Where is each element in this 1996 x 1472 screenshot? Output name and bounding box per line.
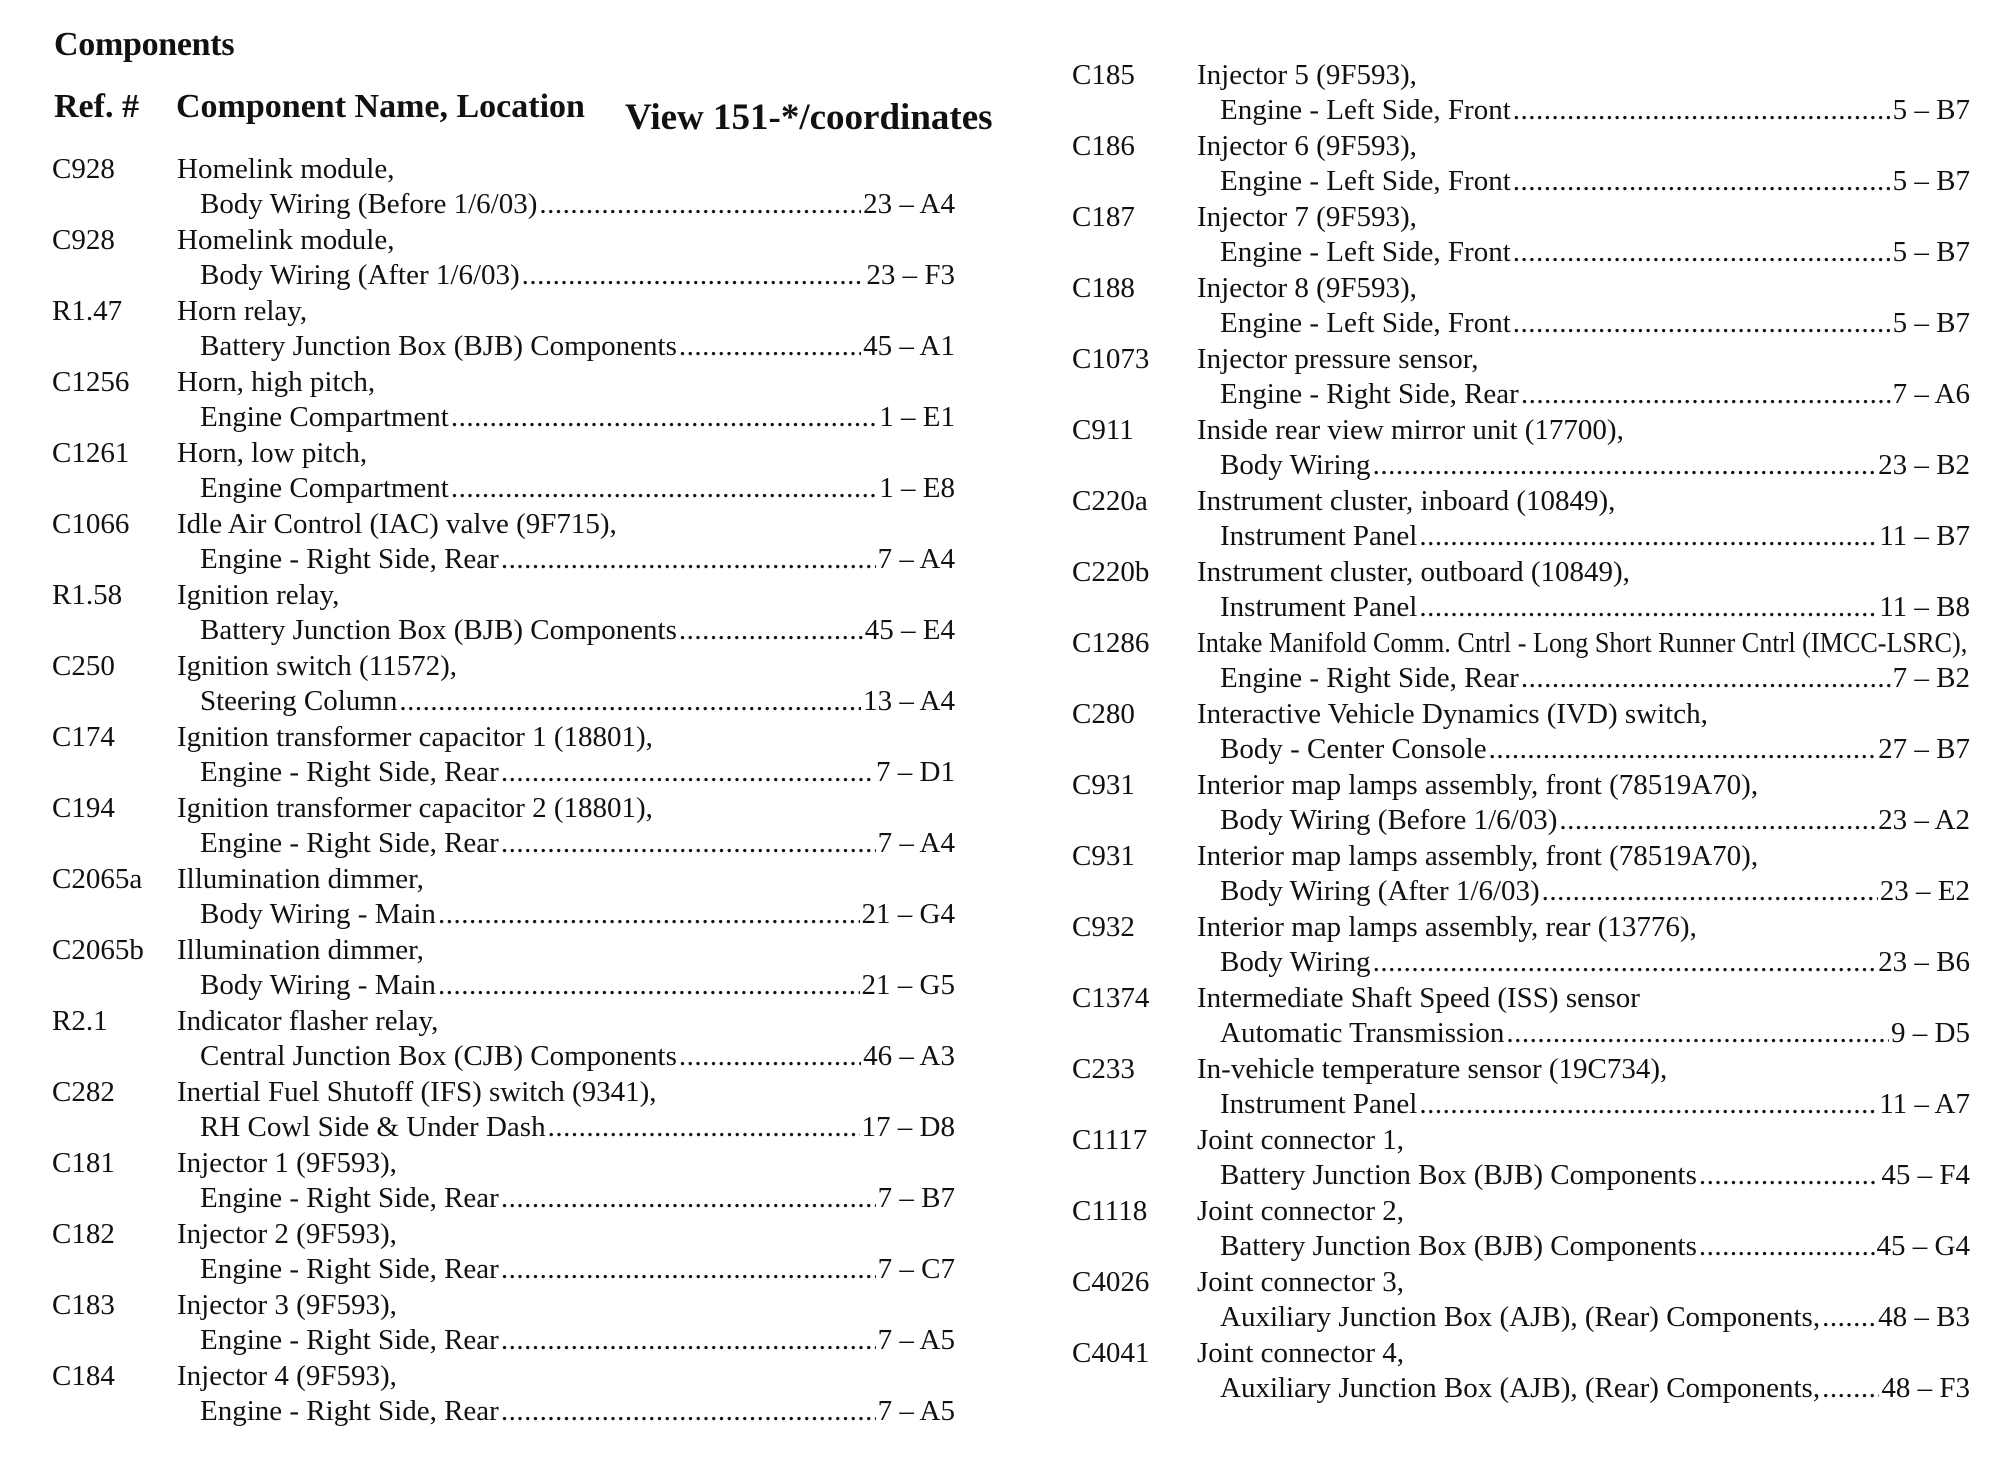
component-location: Engine - Left Side, Front — [1220, 94, 1511, 126]
component-name: Homelink module, — [177, 224, 395, 256]
component-ref: C233 — [1072, 1053, 1135, 1085]
view-coordinate: 45 – A1 — [863, 330, 955, 362]
component-ref: C2065b — [52, 934, 144, 966]
component-ref: C186 — [1072, 130, 1135, 162]
location-line — [1220, 235, 1970, 270]
component-name: Injector 4 (9F593), — [177, 1360, 397, 1392]
component-name: Injector pressure sensor, — [1197, 343, 1479, 375]
location-line — [1220, 164, 1970, 199]
location-line — [1220, 93, 1970, 128]
component-location: Engine - Right Side, Rear — [1220, 662, 1519, 694]
component-location: Body Wiring (After 1/6/03) — [1220, 875, 1540, 907]
dot-leader — [501, 1252, 876, 1287]
view-coordinate: 23 – F3 — [866, 259, 955, 291]
view-coordinate: 7 – D1 — [876, 756, 955, 788]
component-entry — [1060, 626, 1970, 697]
component-name: Ignition switch (11572), — [177, 650, 458, 682]
component-entry — [40, 1359, 955, 1430]
location-line — [200, 897, 955, 932]
dot-leader — [1699, 1229, 1875, 1264]
view-coordinate: 48 – F3 — [1881, 1372, 1970, 1404]
component-ref: C181 — [52, 1147, 115, 1179]
location-line — [1220, 874, 1970, 909]
view-coordinate: 7 – A5 — [877, 1324, 955, 1356]
location-line — [200, 613, 955, 648]
component-entry — [40, 294, 955, 365]
component-ref: C174 — [52, 721, 115, 753]
component-location: Auxiliary Junction Box (AJB), (Rear) Components, — [1220, 1372, 1821, 1404]
view-coordinate: 13 – A4 — [863, 685, 955, 717]
component-name: Interactive Vehicle Dynamics (IVD) switch, — [1197, 698, 1708, 730]
component-location: Engine - Right Side, Rear — [200, 1395, 499, 1427]
component-location: Body Wiring - Main — [200, 969, 436, 1001]
view-coordinate: 7 – C7 — [877, 1253, 955, 1285]
component-ref: C1374 — [1072, 982, 1150, 1014]
view-coordinate: 27 – B7 — [1878, 733, 1970, 765]
component-entry — [1060, 910, 1970, 981]
component-name: Joint connector 3, — [1197, 1266, 1404, 1298]
component-name: Illumination dimmer, — [177, 863, 424, 895]
right-column — [1060, 58, 1970, 1407]
component-entry — [40, 578, 955, 649]
view-coordinate: 23 – A2 — [1878, 804, 1970, 836]
dot-leader — [522, 258, 865, 293]
component-ref: C932 — [1072, 911, 1135, 943]
component-ref: C194 — [52, 792, 115, 824]
location-line — [200, 542, 955, 577]
view-coordinate: 7 – A4 — [877, 543, 955, 575]
component-entry — [40, 152, 955, 223]
dot-leader — [548, 1110, 860, 1145]
component-name: Horn, low pitch, — [177, 437, 368, 469]
component-entry — [40, 1217, 955, 1288]
component-name: Inertial Fuel Shutoff (IFS) switch (9341), — [177, 1076, 657, 1108]
component-location: Engine - Right Side, Rear — [200, 827, 499, 859]
location-line — [200, 471, 955, 506]
dot-leader — [1513, 235, 1891, 270]
dot-leader — [501, 542, 876, 577]
component-ref: C1261 — [52, 437, 130, 469]
component-ref: C2065a — [52, 863, 143, 895]
component-location: Body Wiring (Before 1/6/03) — [200, 188, 538, 220]
component-entry — [1060, 484, 1970, 555]
view-coordinate: 45 – F4 — [1881, 1159, 1970, 1191]
component-ref: C183 — [52, 1289, 115, 1321]
dot-leader — [501, 755, 874, 790]
component-name: Intake Manifold Comm. Cntrl - Long Short Runner Cntrl (IMCC-LSRC), — [1197, 627, 1968, 659]
component-name: Injector 3 (9F593), — [177, 1289, 397, 1321]
location-line — [1220, 1087, 1970, 1122]
component-ref: C282 — [52, 1076, 115, 1108]
component-ref: C280 — [1072, 698, 1135, 730]
component-ref: C184 — [52, 1360, 115, 1392]
dot-leader — [1822, 1371, 1879, 1406]
component-ref: C928 — [52, 153, 115, 185]
component-location: Engine - Right Side, Rear — [200, 543, 499, 575]
view-coordinate: 5 – B7 — [1892, 165, 1970, 197]
component-entry — [40, 649, 955, 720]
location-line — [1220, 448, 1970, 483]
view-coordinate: 45 – G4 — [1876, 1230, 1970, 1262]
component-ref: C931 — [1072, 840, 1135, 872]
component-name: Injector 8 (9F593), — [1197, 272, 1417, 304]
component-name: Homelink module, — [177, 153, 395, 185]
location-line — [1220, 1016, 1970, 1051]
dot-leader — [1513, 164, 1891, 199]
dot-leader — [1521, 377, 1891, 412]
view-coordinate: 23 – A4 — [863, 188, 955, 220]
component-ref: C1286 — [1072, 627, 1150, 659]
component-location: Engine - Right Side, Rear — [200, 1253, 499, 1285]
component-entry — [1060, 981, 1970, 1052]
component-location: Body Wiring - Main — [200, 898, 436, 930]
component-name: Interior map lamps assembly, front (78519A70), — [1197, 840, 1759, 872]
dot-leader — [1489, 732, 1877, 767]
column-header-name: Component Name, Location — [176, 88, 585, 125]
dot-leader — [501, 1394, 876, 1429]
location-line — [1220, 1371, 1970, 1406]
dot-leader — [679, 1039, 861, 1074]
location-line — [200, 1110, 955, 1145]
view-coordinate: 11 – A7 — [1879, 1088, 1970, 1120]
dot-leader — [399, 684, 861, 719]
component-name: Injector 5 (9F593), — [1197, 59, 1417, 91]
dot-leader — [1506, 1016, 1889, 1051]
view-coordinate: 11 – B8 — [1879, 591, 1970, 623]
location-line — [1220, 1229, 1970, 1264]
view-coordinate: 5 – B7 — [1892, 307, 1970, 339]
location-line — [200, 258, 955, 293]
component-location: Central Junction Box (CJB) Components — [200, 1040, 677, 1072]
component-location: Steering Column — [200, 685, 398, 717]
view-coordinate: 5 – B7 — [1892, 94, 1970, 126]
dot-leader — [1373, 945, 1877, 980]
dot-leader — [1419, 1087, 1877, 1122]
dot-leader — [679, 329, 861, 364]
component-name: Injector 2 (9F593), — [177, 1218, 397, 1250]
component-ref: C931 — [1072, 769, 1135, 801]
component-name: In-vehicle temperature sensor (19C734), — [1197, 1053, 1668, 1085]
component-name: Horn relay, — [177, 295, 308, 327]
component-entry — [1060, 342, 1970, 413]
dot-leader — [1419, 519, 1877, 554]
component-name: Ignition transformer capacitor 1 (18801), — [177, 721, 653, 753]
component-ref: C4026 — [1072, 1266, 1150, 1298]
location-line — [200, 1394, 955, 1429]
view-coordinate: 21 – G4 — [861, 898, 955, 930]
component-entry — [40, 223, 955, 294]
view-coordinate: 7 – A4 — [877, 827, 955, 859]
dot-leader — [1513, 93, 1891, 128]
component-entry — [40, 1004, 955, 1075]
component-ref: C1073 — [1072, 343, 1150, 375]
dot-leader — [1373, 448, 1877, 483]
component-entry — [1060, 1265, 1970, 1336]
component-location: Instrument Panel — [1220, 520, 1418, 552]
view-coordinate: 17 – D8 — [861, 1111, 955, 1143]
component-entry — [1060, 129, 1970, 200]
component-ref: C1256 — [52, 366, 130, 398]
component-entry — [40, 720, 955, 791]
component-ref: C1066 — [52, 508, 130, 540]
component-ref: C250 — [52, 650, 115, 682]
component-name: Instrument cluster, outboard (10849), — [1197, 556, 1630, 588]
component-location: Body - Center Console — [1220, 733, 1487, 765]
dot-leader — [451, 471, 877, 506]
dot-leader — [1542, 874, 1878, 909]
component-entry — [40, 791, 955, 862]
component-location: Body Wiring (Before 1/6/03) — [1220, 804, 1558, 836]
location-line — [1220, 306, 1970, 341]
view-coordinate: 1 – E8 — [879, 472, 955, 504]
location-line — [200, 968, 955, 1003]
view-coordinate: 7 – B2 — [1892, 662, 1970, 694]
component-entry — [40, 507, 955, 578]
component-entry — [40, 436, 955, 507]
component-name: Intermediate Shaft Speed (ISS) sensor — [1197, 982, 1640, 1014]
component-entry — [1060, 1123, 1970, 1194]
location-line — [1220, 1300, 1970, 1335]
component-entry — [1060, 58, 1970, 129]
component-name: Joint connector 4, — [1197, 1337, 1404, 1369]
view-coordinate: 48 – B3 — [1878, 1301, 1970, 1333]
component-ref: R1.47 — [52, 295, 123, 327]
component-name: Joint connector 2, — [1197, 1195, 1404, 1227]
location-line — [200, 187, 955, 222]
component-name: Interior map lamps assembly, front (78519A70), — [1197, 769, 1759, 801]
component-location: RH Cowl Side & Under Dash — [200, 1111, 546, 1143]
component-name: Joint connector 1, — [1197, 1124, 1404, 1156]
view-coordinate: 45 – E4 — [864, 614, 955, 646]
dot-leader — [501, 1323, 876, 1358]
component-location: Battery Junction Box (BJB) Components — [1220, 1230, 1697, 1262]
component-entry — [1060, 200, 1970, 271]
component-location: Battery Junction Box (BJB) Components — [200, 614, 677, 646]
component-entry — [1060, 1336, 1970, 1407]
location-line — [1220, 945, 1970, 980]
component-ref: C1117 — [1072, 1124, 1148, 1156]
view-coordinate: 7 – A6 — [1892, 378, 1970, 410]
dot-leader — [501, 1181, 876, 1216]
component-ref: C185 — [1072, 59, 1135, 91]
dot-leader — [679, 613, 863, 648]
location-line — [1220, 1158, 1970, 1193]
component-ref: C4041 — [1072, 1337, 1150, 1369]
location-line — [200, 329, 955, 364]
component-location: Body Wiring (After 1/6/03) — [200, 259, 520, 291]
component-location: Engine Compartment — [200, 401, 449, 433]
component-entry — [1060, 271, 1970, 342]
component-location: Engine - Right Side, Rear — [200, 756, 499, 788]
view-coordinate: 1 – E1 — [879, 401, 955, 433]
view-coordinate: 9 – D5 — [1891, 1017, 1970, 1049]
component-name: Indicator flasher relay, — [177, 1005, 439, 1037]
component-entry — [1060, 413, 1970, 484]
location-line — [1220, 590, 1970, 625]
dot-leader — [1513, 306, 1891, 341]
component-name: Injector 7 (9F593), — [1197, 201, 1417, 233]
component-ref: R2.1 — [52, 1005, 108, 1037]
component-name: Ignition transformer capacitor 2 (18801), — [177, 792, 653, 824]
view-coordinate: 23 – B2 — [1878, 449, 1970, 481]
component-entry — [1060, 1052, 1970, 1123]
view-coordinate: 23 – E2 — [1879, 875, 1970, 907]
location-line — [200, 400, 955, 435]
component-location: Body Wiring — [1220, 449, 1371, 481]
component-ref: C220a — [1072, 485, 1148, 517]
component-name: Inside rear view mirror unit (17700), — [1197, 414, 1624, 446]
component-location: Engine - Right Side, Rear — [200, 1324, 499, 1356]
location-line — [1220, 803, 1970, 838]
dot-leader — [438, 968, 860, 1003]
component-entry — [1060, 839, 1970, 910]
component-location: Automatic Transmission — [1220, 1017, 1505, 1049]
dot-leader — [1822, 1300, 1876, 1335]
component-name: Horn, high pitch, — [177, 366, 376, 398]
component-ref: C188 — [1072, 272, 1135, 304]
component-ref: C928 — [52, 224, 115, 256]
dot-leader — [539, 187, 861, 222]
component-location: Instrument Panel — [1220, 591, 1418, 623]
section-title: Components — [54, 26, 235, 63]
component-location: Engine - Left Side, Front — [1220, 165, 1511, 197]
component-ref: C187 — [1072, 201, 1135, 233]
left-column — [40, 152, 955, 1430]
view-coordinate: 46 – A3 — [863, 1040, 955, 1072]
component-location: Engine - Left Side, Front — [1220, 236, 1511, 268]
component-entry — [1060, 555, 1970, 626]
location-line — [1220, 661, 1970, 696]
location-line — [1220, 377, 1970, 412]
location-line — [1220, 519, 1970, 554]
component-location: Body Wiring — [1220, 946, 1371, 978]
component-name: Idle Air Control (IAC) valve (9F715), — [177, 508, 617, 540]
dot-leader — [451, 400, 877, 435]
component-location: Auxiliary Junction Box (AJB), (Rear) Components, — [1220, 1301, 1821, 1333]
component-location: Engine - Right Side, Rear — [1220, 378, 1519, 410]
component-name: Illumination dimmer, — [177, 934, 424, 966]
location-line — [200, 1323, 955, 1358]
component-ref: C220b — [1072, 556, 1150, 588]
component-entry — [40, 1288, 955, 1359]
component-entry — [40, 933, 955, 1004]
component-ref: R1.58 — [52, 579, 123, 611]
component-ref: C182 — [52, 1218, 115, 1250]
dot-leader — [501, 826, 876, 861]
component-location: Engine - Right Side, Rear — [200, 1182, 499, 1214]
location-line — [200, 826, 955, 861]
view-coordinate: 23 – B6 — [1878, 946, 1970, 978]
component-ref: C911 — [1072, 414, 1134, 446]
location-line — [200, 1181, 955, 1216]
dot-leader — [1419, 590, 1877, 625]
location-line — [1220, 732, 1970, 767]
component-location: Battery Junction Box (BJB) Components — [1220, 1159, 1697, 1191]
component-entry — [40, 1075, 955, 1146]
component-name: Ignition relay, — [177, 579, 340, 611]
component-entry — [1060, 768, 1970, 839]
component-entry — [1060, 1194, 1970, 1265]
dot-leader — [1699, 1158, 1879, 1193]
component-name: Interior map lamps assembly, rear (13776), — [1197, 911, 1697, 943]
location-line — [200, 755, 955, 790]
component-entry — [40, 365, 955, 436]
component-entry — [1060, 697, 1970, 768]
component-ref: C1118 — [1072, 1195, 1148, 1227]
component-name: Injector 1 (9F593), — [177, 1147, 397, 1179]
view-coordinate: 11 – B7 — [1879, 520, 1970, 552]
component-entry — [40, 862, 955, 933]
component-location: Instrument Panel — [1220, 1088, 1418, 1120]
dot-leader — [438, 897, 860, 932]
component-name: Injector 6 (9F593), — [1197, 130, 1417, 162]
view-coordinate: 7 – A5 — [877, 1395, 955, 1427]
component-name: Instrument cluster, inboard (10849), — [1197, 485, 1616, 517]
location-line — [200, 684, 955, 719]
location-line — [200, 1252, 955, 1287]
component-entry — [40, 1146, 955, 1217]
component-location: Engine Compartment — [200, 472, 449, 504]
column-header-view: View 151-*/coordinates — [625, 97, 993, 138]
dot-leader — [1521, 661, 1891, 696]
column-header-ref: Ref. # — [54, 88, 139, 125]
component-location: Battery Junction Box (BJB) Components — [200, 330, 677, 362]
dot-leader — [1559, 803, 1876, 838]
view-coordinate: 5 – B7 — [1892, 236, 1970, 268]
location-line — [200, 1039, 955, 1074]
view-coordinate: 7 – B7 — [877, 1182, 955, 1214]
component-location: Engine - Left Side, Front — [1220, 307, 1511, 339]
view-coordinate: 21 – G5 — [861, 969, 955, 1001]
